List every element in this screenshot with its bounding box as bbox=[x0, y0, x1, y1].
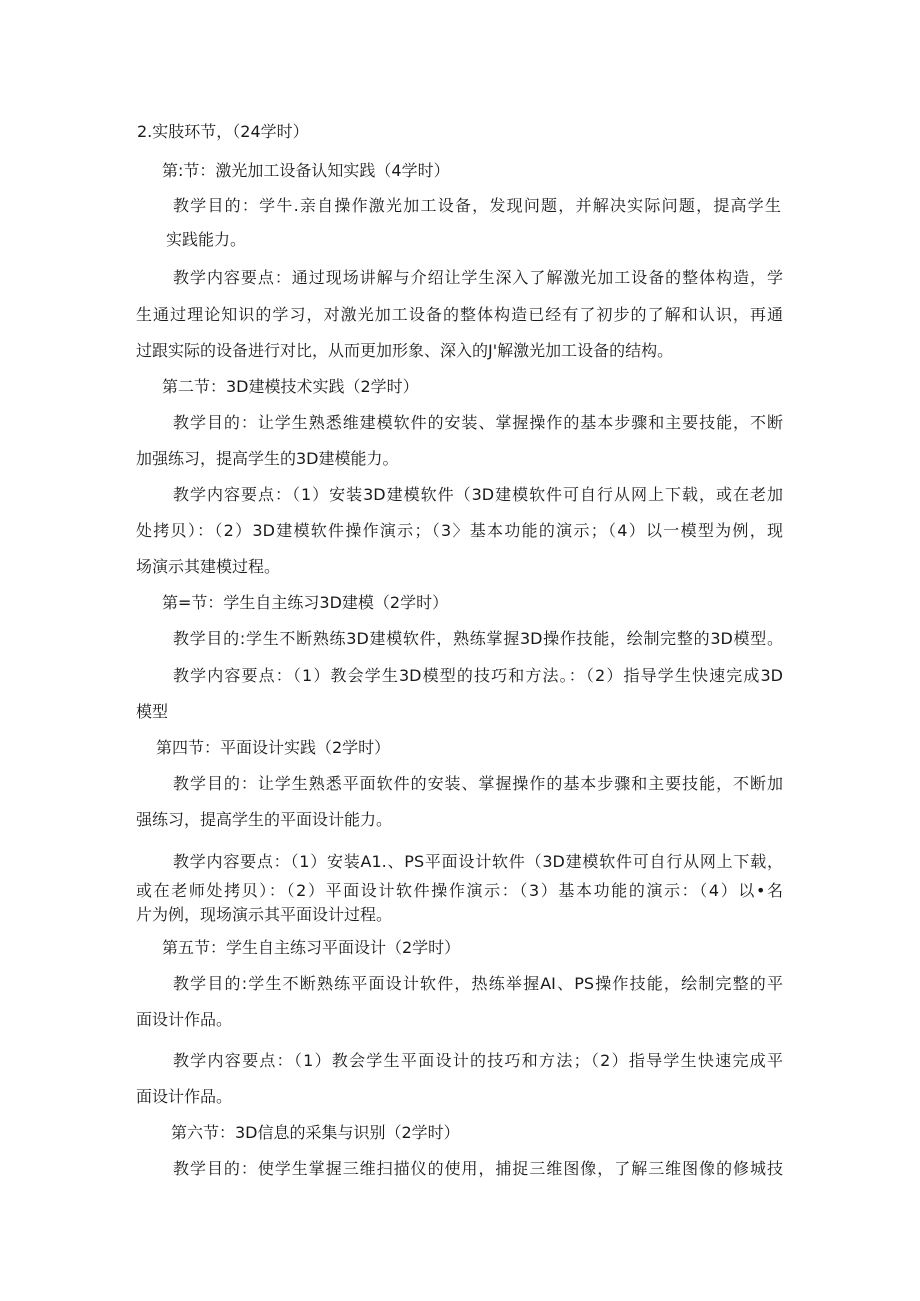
s5-purpose-line: 面设计作品。 bbox=[136, 1010, 233, 1029]
s2-purpose-line: 加强练习，提高学生的3D建模能力。 bbox=[136, 449, 399, 468]
s1-content-line: 过跟实际的设备进行对比，从而更加形象、深入的J'解激光加工设备的结构。 bbox=[136, 341, 674, 360]
s2-title: 第二节：3D建模技术实践（2学时） bbox=[162, 377, 419, 396]
s5-content-line: 教学内容要点：（1）教会学生平面设计的技巧和方法；（2）指导学生快速完成平 bbox=[173, 1051, 783, 1070]
s5-purpose-line: 教学目的:学生不断熟练平面设计软件，热练举握AI、PS操作技能，绘制完整的平 bbox=[173, 974, 783, 993]
s5-content-line: 面设计作品。 bbox=[136, 1087, 233, 1106]
s1-content-line: 生通过理论知识的学习，对激光加工设备的整体构造已经有了初步的了解和认识，再通 bbox=[136, 305, 783, 324]
s2-content-line: 教学内容要点：（1）安装3D建模软件（3D建模软件可自行从网上下载，或在老加 bbox=[173, 485, 783, 504]
s4-purpose-line: 教学目的：让学生熟悉平面软件的安装、掌握操作的基本步骤和主要技能，不断加 bbox=[173, 774, 783, 793]
s2-content-line: 处拷贝）：（2）3D建模软件操作演示；（3〉基本功能的演示；（4）以一模型为例，现 bbox=[136, 521, 783, 540]
s1-purpose-line: 教学目的：学牛.亲自操作激光加工设备，发现问题，并解决实际问题，提高学生 bbox=[173, 196, 781, 215]
s6-purpose-line: 教学目的：使学生掌握三维扫描仪的使用，捕捉三维图像，了解三维图像的修城技 bbox=[173, 1159, 783, 1178]
s3-purpose-line: 教学目的:学生不断熟练3D建模软件，熟练掌握3D操作技能，绘制完整的3D模型。 bbox=[173, 629, 783, 648]
s4-title: 第四节：平面设计实践（2学时） bbox=[156, 738, 391, 757]
s2-purpose-line: 教学目的：让学生熟悉维建模软件的安装、掌握操作的基本步骤和主要技能，不断 bbox=[173, 413, 783, 432]
s4-content-line: 或在老师处拷贝）：（2）平面设计软件操作演示：（3）基本功能的演示：（4）以•名 bbox=[136, 881, 783, 900]
s6-title: 第六节：3D信息的采集与识别（2学时） bbox=[171, 1123, 460, 1142]
s1-purpose-line: 实践能力。 bbox=[166, 230, 247, 249]
s1-content-line: 教学内容要点：通过现场讲解与介绍让学生深入了解激光加工设备的整体构造，学 bbox=[173, 268, 783, 287]
s1-title: 第:节：激光加工设备认知实践（4学时） bbox=[162, 161, 450, 180]
s2-content-line: 场演示其建模过程。 bbox=[136, 557, 281, 576]
s4-content-line: 片为例，现场演示其平面设计过程。 bbox=[136, 905, 393, 924]
s3-content-line: 模型 bbox=[136, 702, 169, 721]
s5-title: 第五节：学生自主练习平面设计（2学时） bbox=[162, 938, 461, 957]
s3-title: 第=节：学生自主练习3D建模（2学时） bbox=[162, 593, 449, 612]
s4-content-line: 教学内容要点：（1）安装A1.、PS平面设计软件（3D建模软件可自行从网上下载， bbox=[173, 852, 783, 871]
s3-content-line: 教学内容要点：（1）教会学生3D模型的技巧和方法。：（2）指导学生快速完成3D bbox=[173, 666, 783, 685]
s4-purpose-line: 强练习，提高学生的平面设计能力。 bbox=[136, 810, 393, 829]
section-heading: 2.实肢环节，（24学时） bbox=[137, 122, 309, 141]
